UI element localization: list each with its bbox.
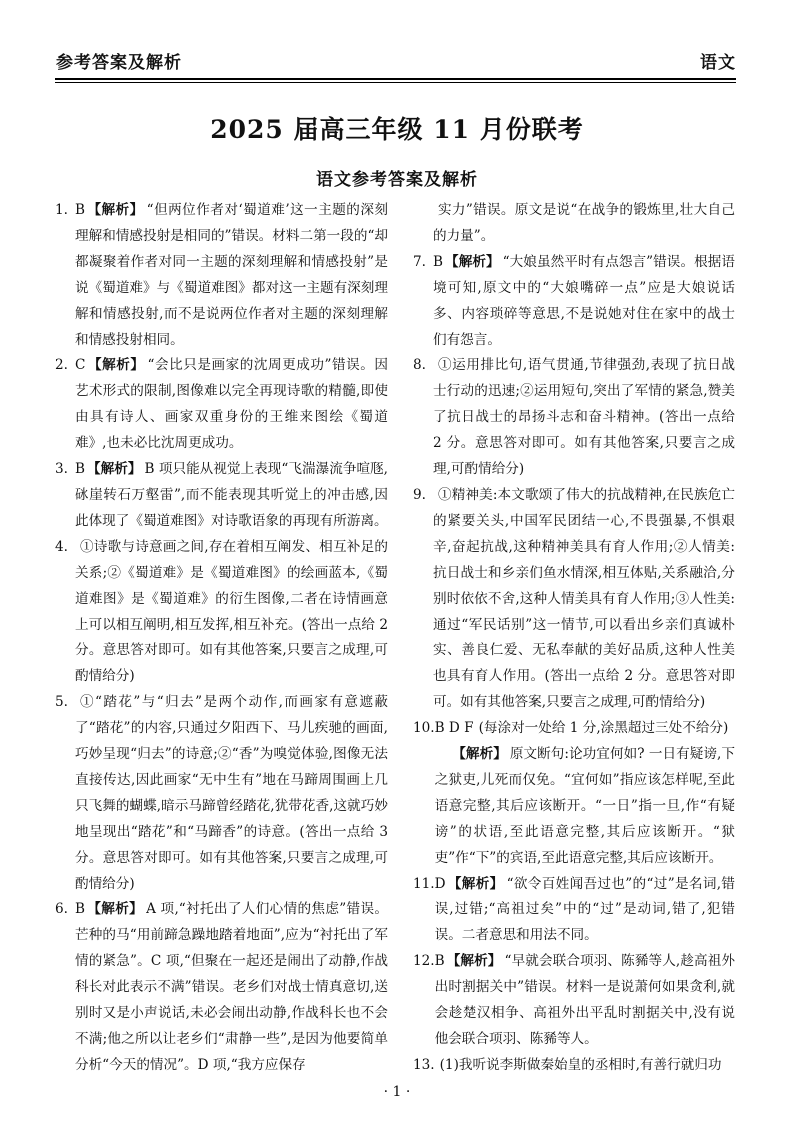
question-number: 8.	[413, 357, 426, 374]
analysis-tag: 【解析】	[87, 461, 142, 478]
answer-item	[55, 690, 388, 897]
answer-item	[413, 483, 735, 716]
question-number	[413, 198, 433, 250]
question-number: 10.	[413, 720, 435, 737]
answer-text: “大娘虽然平时有点怨言”错误。根据语境可知,原文中的“大娘嘴碎一点”应是大娘说话多、内容琐碎等意思,不是说她对住在家中的战士们有怨言。	[433, 253, 735, 348]
answer-choice: B	[433, 253, 443, 270]
answer-text: ①运用排比句,语气贯通,节律强劲,表现了抗日战士行动的迅速;②运用短句,突出了军情的紧急,赞美了抗日战士的昂扬斗志和奋斗精神。(答出一点给 2 分。意思答对即可。如有其他答案,只要言之成理,可酌情给分)	[433, 357, 735, 478]
answer-text: A 项,“衬托出了人们心情的焦虑”错误。芒种的马“用前蹄急躁地踏着地面”,应为“衬托出了军情的紧急”。C 项,“但聚在一起还是闹出了动静,作战科长对此表示不满”错误。老乡们对战士情真意切,送别时又是小声说话,未必会闹出动静,作战科长也不会不满;他之所以让老乡们“肃静一些”,是因为他要简单分析“今天的情况”。D 项,“我方应保存	[75, 901, 389, 1073]
answer-item	[55, 198, 388, 353]
answer-text: ①精神美:本文歌颂了伟大的抗战精神,在民族危亡的紧要关头,中国军民团结一心,不畏强暴,不惧艰辛,奋起抗战,这种精神美具有育人作用;②人情美:抗日战士和乡亲们鱼水情深,相互体贴,关系融洽,分别时依依不舍,这种人情美具有育人作用;③人性美:通过“军民话别”这一情节,可以看出乡亲们真诚朴实、善良仁爱、无私奉献的美好品质,这种人性美也具有育人作用。(答出一点给 2 分。意思答对即可。如有其他答案,只要言之成理,可酌情给分)	[433, 486, 735, 711]
analysis-tag: 【解析】	[446, 953, 502, 970]
header-rule	[55, 78, 736, 80]
answer-text: ①“踏花”与“归去”是两个动作,而画家有意遮蔽了“踏花”的内容,只通过夕阳西下、马儿疾驰的画面,巧妙呈现“归去”的诗意;②“香”为嗅觉体验,图像无法直接传达,因此画家“无中生有”地在马蹄周围画上几只飞舞的蝴蝶,暗示马蹄曾经踏花,犹带花香,这就巧妙地呈现出“踏花”和“马蹄香”的诗意。(答出一点给 3 分。意思答对即可。如有其他答案,只要言之成理,可酌情给分)	[75, 694, 388, 892]
answer-text: “早就会联合项羽、陈豨等人,趁高祖外出时割据关中”错误。材料一是说萧何如果贪利,就会趁楚汉相争、高祖外出平乱时割据关中,没有说他会联合项羽、陈豨等人。	[434, 953, 735, 1047]
answer-item	[413, 353, 735, 483]
answer-body	[435, 949, 735, 1053]
answer-item	[55, 535, 388, 690]
answer-choice: B	[75, 461, 85, 478]
page-title: 2025 届高三年级 11 月份联考	[210, 115, 584, 144]
analysis-tag: 【解析】	[87, 901, 144, 918]
answer-item	[55, 353, 388, 457]
answer-text: “欲令百姓闻吾过也”的“过”是名词,错误,过错;“高祖过矣”中的“过”是动词,错了,犯错误。二者意思和用法不同。	[434, 875, 736, 944]
answer-body	[75, 353, 388, 457]
answer-choice: D	[434, 875, 446, 892]
answer-text: (1)我听说李斯做秦始皇的丞相时,有善行就归功	[439, 1056, 722, 1073]
answer-item	[413, 949, 735, 1053]
left-column	[55, 198, 388, 1079]
question-number: 1.	[55, 202, 68, 218]
answer-item	[413, 716, 735, 871]
question-number: 13.	[413, 1056, 435, 1073]
answer-text: B 项只能从视觉上表现“飞湍瀑流争喧豗,砯崖转石万壑雷”,而不能表现其听觉上的冲击感,因此体现了《蜀道难图》对诗歌语象的再现有所游离。	[75, 461, 388, 529]
answer-item	[413, 1053, 735, 1079]
question-number: 2.	[55, 357, 68, 374]
answer-body	[75, 897, 388, 1078]
analysis-tag: 【解析】	[87, 202, 144, 218]
answer-body	[433, 198, 735, 250]
answer-body	[75, 198, 388, 353]
analysis-tag: 【解析】	[447, 875, 504, 892]
answer-body	[433, 483, 735, 716]
question-number: 3.	[55, 461, 68, 478]
analysis-tag: 【解析】	[87, 357, 145, 374]
answer-choice: C	[75, 357, 86, 374]
answer-text: ①诗歌与诗意画之间,存在着相互阐发、相互补足的关系;②《蜀道难》是《蜀道难图》的绘画蓝本,《蜀道难图》是《蜀道难》的衍生图像,二者在诗情画意上可以相互阐明,相互发挥,相互补充。(答出一点给 2 分。意思答对即可。如有其他答案,只要言之成理,可酌情给分)	[75, 538, 388, 685]
answer-choice: B	[434, 953, 445, 970]
question-number: 12.	[413, 953, 435, 970]
answer-choice: B	[75, 901, 85, 918]
answer-body	[435, 716, 735, 871]
answer-choice: B	[75, 202, 85, 218]
answer-body	[75, 535, 388, 690]
answer-text: “但两位作者对‘蜀道难’这一主题的深刻理解和情感投射是相同的”错误。材料二第一段的“却都凝聚着作者对同一主题的深刻理解和情感投射”是说《蜀道难》与《蜀道难图》都对这一主题有深刻理解和情感投射,而不是说两位作者对主题的深刻理解和情感投射相同。	[75, 202, 389, 348]
header-rule-thin	[55, 82, 736, 83]
analysis-paragraph	[435, 742, 735, 872]
answer-text: 实力”错误。原文是说“在战争的锻炼里,壮大自己的力量”。	[433, 202, 735, 244]
answer-text: “会比只是画家的沈周更成功”错误。因艺术形式的限制,图像难以完全再现诗歌的精髓,即使由具有诗人、画家双重身份的王维来图绘《蜀道难》,也未必比沈周更成功。	[75, 357, 388, 452]
answer-item	[413, 250, 735, 354]
answer-choice: B D F	[434, 720, 474, 737]
running-header-left: 参考答案及解析	[56, 53, 182, 73]
answer-body	[433, 250, 735, 354]
analysis-text: 原文断句:论功宜何如? 一日有疑谤,下之狱吏,儿死而仅免。“宜何如”指应该怎样呢,至此语意完整,其后应该断开。“一日”指一旦,作“有疑谤”的状语,至此语意完整,其后应该断开。“狱吏”作“下”的宾语,至此语意完整,其后应该断开。	[434, 746, 736, 866]
question-number: 7.	[413, 253, 426, 270]
analysis-tag: 【解析】	[452, 746, 507, 763]
page-subtitle: 语文参考答案及解析	[316, 170, 478, 190]
question-number: 6.	[55, 901, 68, 918]
answer-item	[413, 872, 735, 950]
question-number: 11.	[413, 875, 435, 892]
question-number: 5.	[55, 694, 68, 711]
answer-body	[435, 872, 735, 950]
question-number: 9.	[413, 486, 426, 503]
question-number: 4.	[55, 538, 68, 555]
answer-item	[55, 897, 388, 1078]
page-number: · 1 ·	[383, 1084, 411, 1100]
analysis-tag: 【解析】	[445, 253, 500, 270]
answer-item	[413, 198, 735, 250]
answer-body	[75, 690, 388, 897]
answer-body	[433, 353, 735, 483]
running-header-subject: 语文	[700, 53, 736, 73]
answer-body	[435, 1053, 735, 1079]
answer-text: (每涂对一处给 1 分,涂黑超过三处不给分)	[478, 720, 729, 737]
right-column	[413, 198, 735, 1079]
answer-body	[75, 457, 388, 535]
answer-item	[55, 457, 388, 535]
